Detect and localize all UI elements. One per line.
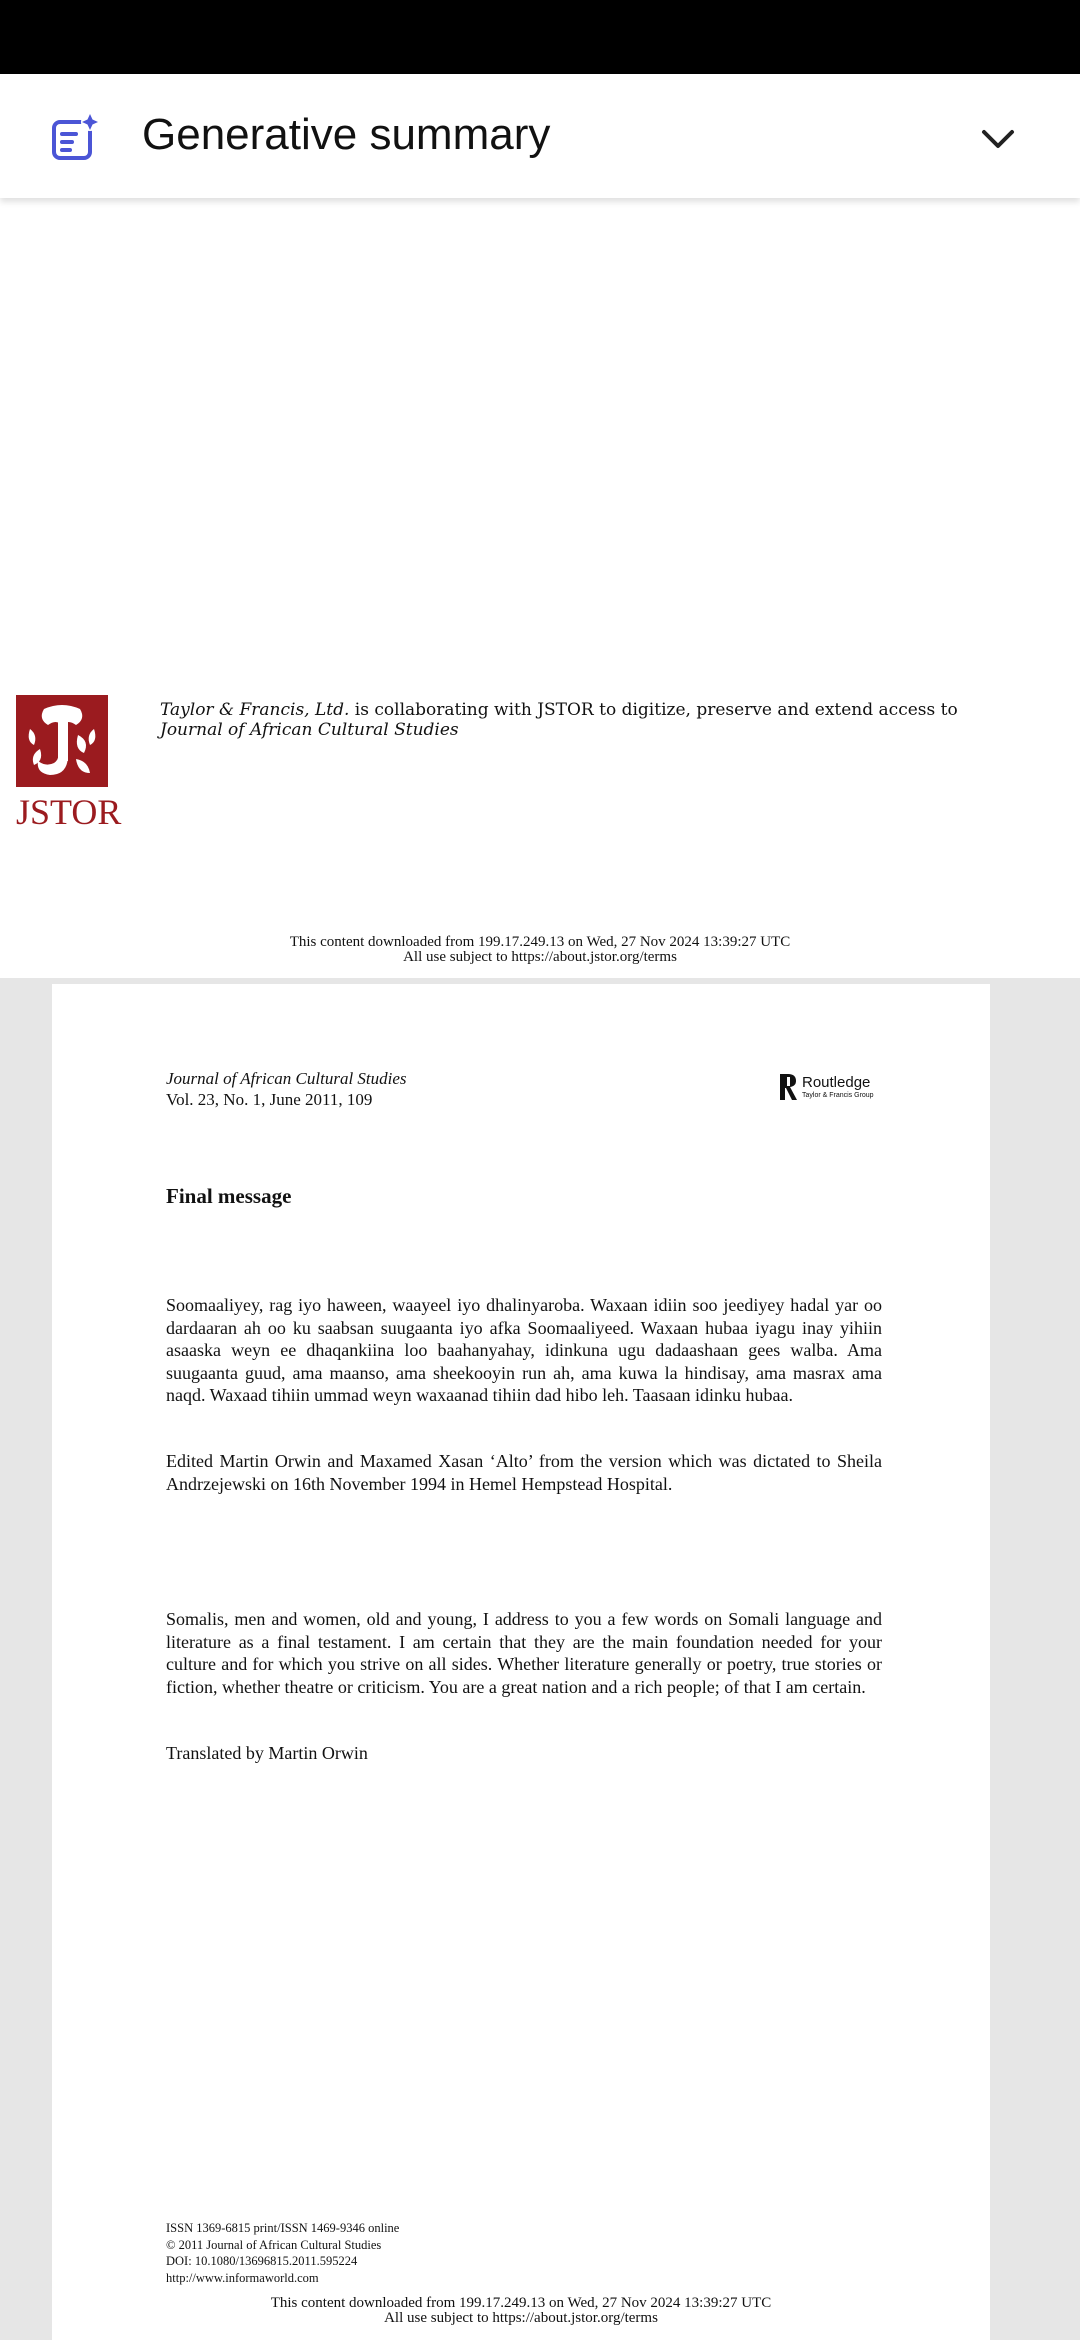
- terms-line: All use subject to https://about.jstor.org/terms: [384, 2310, 658, 2326]
- status-bar: [0, 0, 1080, 74]
- routledge-logo: [778, 1070, 888, 1104]
- doi: DOI: 10.1080/13696815.2011.595224: [166, 2254, 358, 2268]
- collab-text: is collaborating with JSTOR to digitize, preserve and extend access to: [349, 700, 958, 720]
- journal-volume: Vol. 23, No. 1, June 2011, 109: [166, 1090, 373, 1109]
- cover-download-footer: [0, 935, 1080, 965]
- edited-note: Edited Martin Orwin and Maxamed Xasan ‘Alto’ from the version which was dictated to Sheila Andrzejewski on 16th November 1994 in Hemel Hempstead Hospital.: [166, 1451, 882, 1494]
- download-line: This content downloaded from 199.17.249.13 on Wed, 27 Nov 2024 13:39:27 UTC: [289, 934, 791, 950]
- english-text: Somalis, men and women, old and young, I address to you a few words on Somali language and literature as a final testament. I am certain that they are the main foundation needed for your culture and for which you strive on all sides. Whether literature generally or poetry, true stories or fiction, whether theatre or criticism. You are a great nation and a rich people; of that I am certain.: [166, 1609, 882, 1697]
- translator-note: Translated by Martin Orwin: [166, 1743, 368, 1763]
- collab-journal: Journal of African Cultural Studies: [160, 720, 459, 740]
- jstor-cover-page: [0, 198, 1080, 978]
- journal-name: Journal of African Cultural Studies: [166, 1069, 407, 1088]
- summary-header[interactable]: [0, 74, 1080, 198]
- collaboration-note: [160, 700, 960, 740]
- collab-publisher: Taylor & Francis, Ltd.: [160, 700, 350, 720]
- chevron-down-icon[interactable]: [976, 120, 1020, 156]
- header-title: Generative summary: [142, 110, 551, 159]
- copyright: © 2011 Journal of African Cultural Studies: [166, 2237, 382, 2252]
- publisher-url[interactable]: http://www.informaworld.com: [166, 2270, 319, 2285]
- article-page: [52, 984, 990, 2340]
- article-title: Final message: [166, 1184, 292, 1208]
- routledge-wordmark: Routledge: [802, 1074, 871, 1091]
- terms-line: All use subject to https://about.jstor.org/terms: [403, 949, 677, 965]
- routledge-subtitle: Taylor & Francis Group: [802, 1092, 874, 1099]
- issn: ISSN 1369-6815 print/ISSN 1469-9346 online: [166, 2221, 400, 2235]
- download-line: This content downloaded from 199.17.249.13 on Wed, 27 Nov 2024 13:39:27 UTC: [270, 2295, 772, 2311]
- journal-citation: [166, 1068, 407, 1110]
- somali-text: Soomaaliyey, rag iyo haween, waayeel iyo dhalinyaroba. Waxaan idiin soo jeediyey hadal yar oo dardaaran ah oo ku saabsan suugaanta iyo afka Soomaaliyeed. Waxaan hubaa iyagu inay yihiin asaaska weyn ee dhaqankiina loo baahanyahay, idinkuna ugu dadaashaan gees walba. Ama suugaanta guud, ama maanso, ama sheekooyin run ah, ama kuwa la hindisay, ama masrax ama naqd. Waxaad tihiin ummad weyn waxaanad tihiin dad hibo leh. Taasaan idinku hubaa.: [166, 1295, 882, 1405]
- jstor-wordmark: JSTOR: [16, 792, 122, 832]
- jstor-logo: [16, 695, 122, 833]
- summary-sparkle-icon: [50, 114, 100, 164]
- publication-meta: [166, 2220, 399, 2286]
- article-download-footer: [52, 2296, 990, 2326]
- jstor-emblem: [16, 695, 108, 787]
